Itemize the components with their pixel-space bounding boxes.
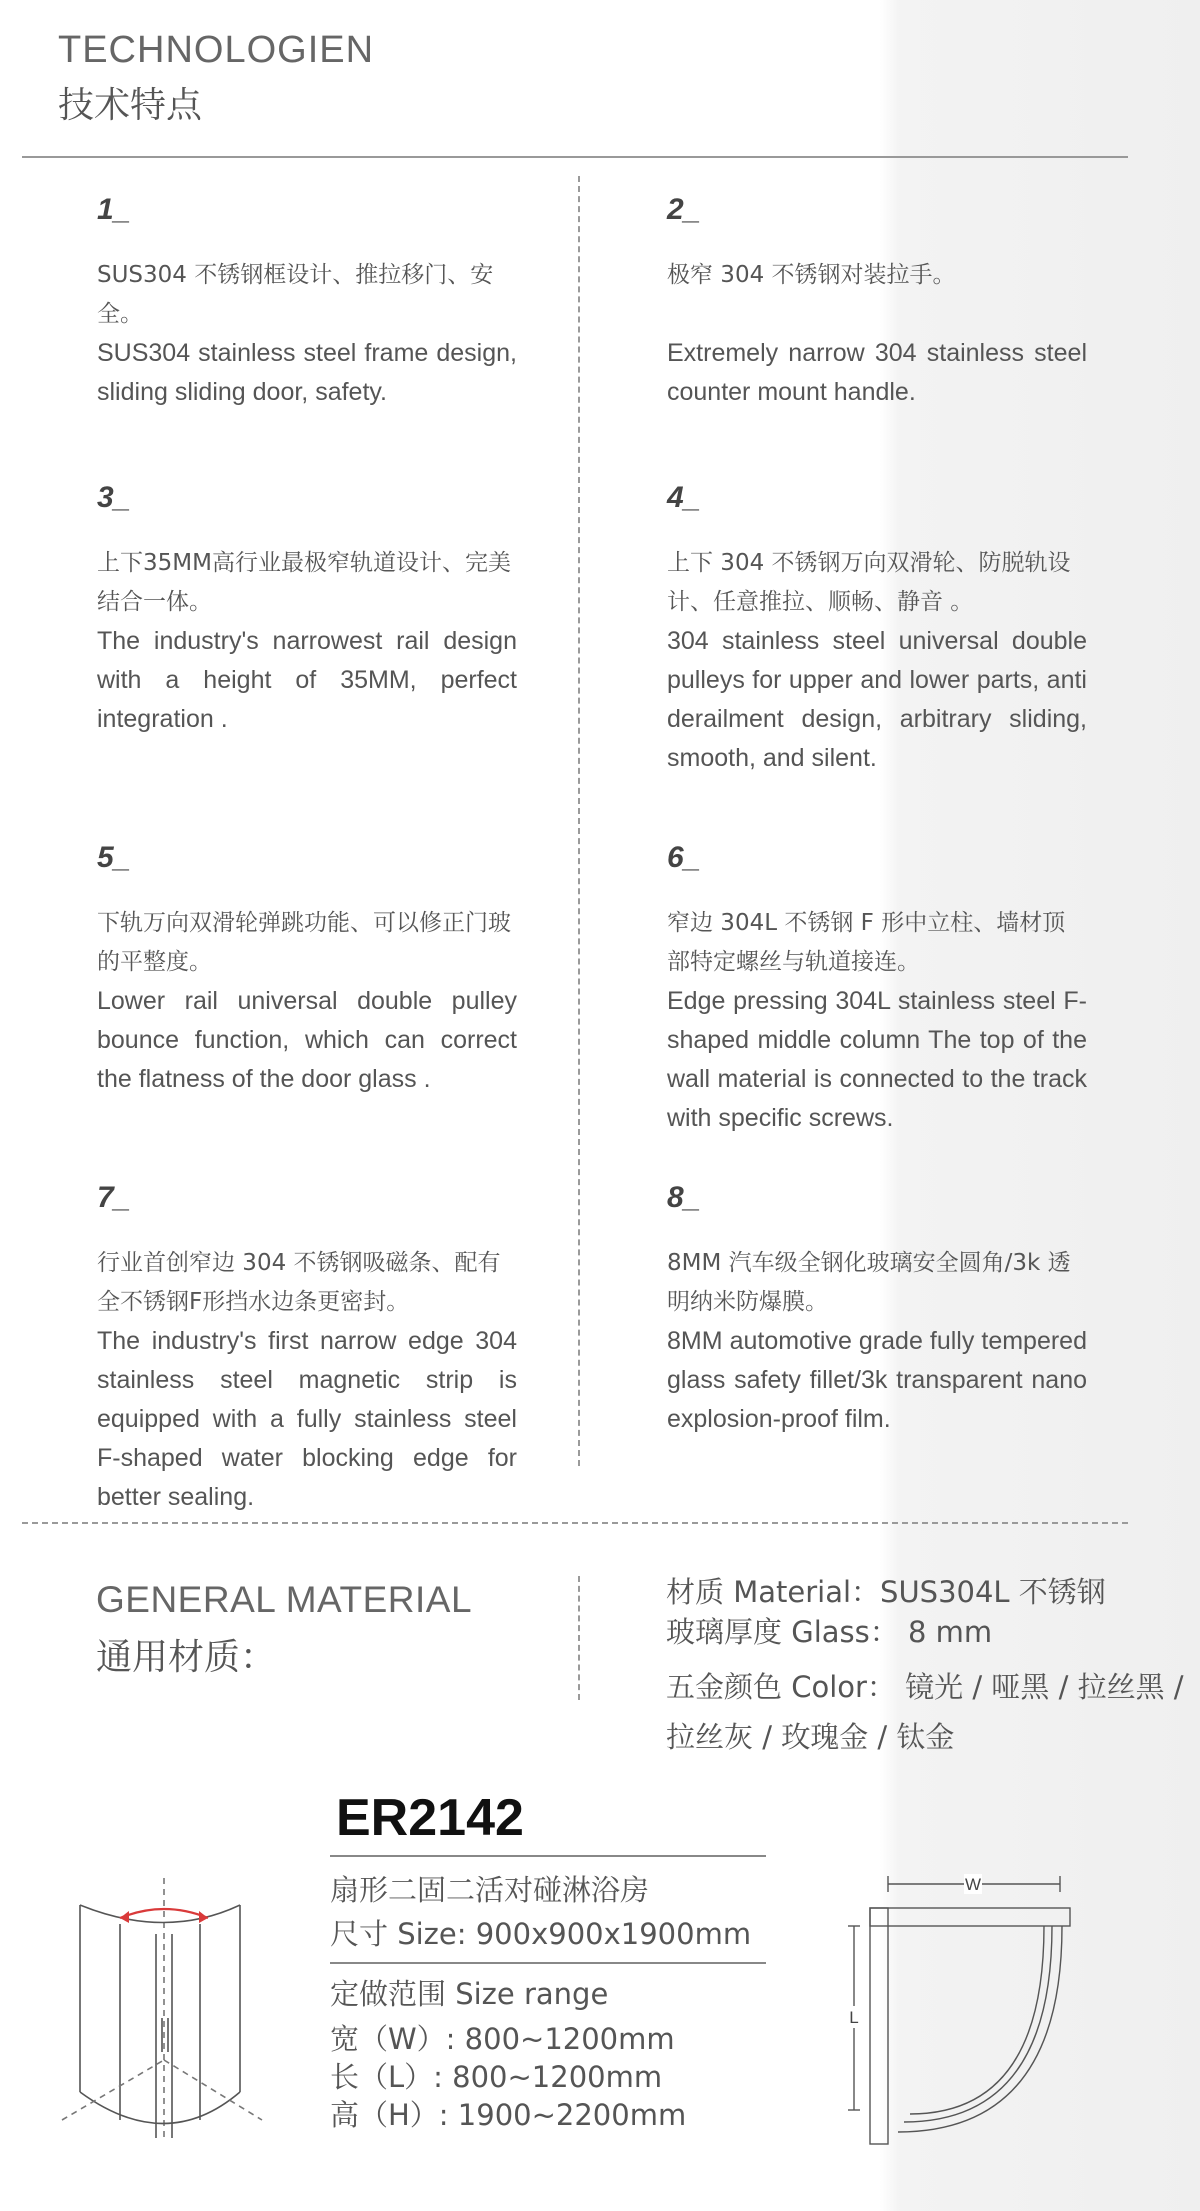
feature-number: 3_ bbox=[97, 481, 131, 514]
feature-number: 8_ bbox=[667, 1181, 701, 1214]
length-label: L bbox=[849, 2008, 859, 2027]
feature-text-cn: 极窄 304 不锈钢对装拉手。 bbox=[667, 262, 956, 288]
section-title-en: TECHNOLOGIEN bbox=[58, 29, 375, 71]
size-height: 高（H）: 1900~2200mm bbox=[330, 2098, 687, 2132]
size-length: 长（L）: 800~1200mm bbox=[330, 2060, 663, 2094]
material-line: 材质 Material：SUS304L 不锈钢 bbox=[666, 1575, 1106, 1609]
section-header bbox=[58, 24, 374, 136]
feature-text-en: SUS304 stainless steel frame design, sliding sliding door, safety. bbox=[97, 339, 517, 406]
size-range-title: 定做范围 Size range bbox=[330, 1977, 609, 2011]
section-title-cn: 技术特点 bbox=[58, 85, 203, 126]
spacer bbox=[666, 1652, 1196, 1662]
feature-8 bbox=[667, 1180, 1087, 1439]
header-divider bbox=[22, 156, 1128, 158]
feature-text-en: Lower rail universal double pulley bounce function, which can correct the flatness of the door glass . bbox=[97, 987, 517, 1093]
feature-text-cn: 下轨万向双滑轮弹跳功能、可以修正门玻的平整度。 bbox=[97, 910, 511, 975]
material-divider bbox=[578, 1576, 580, 1700]
feature-text-en: The industry's narrowest rail design with a height of 35MM, perfect integration . bbox=[97, 627, 517, 733]
feature-text-en: Edge pressing 304L stainless steel F-shaped middle column The top of the wall material is connected to the track with specific screws. bbox=[667, 987, 1087, 1132]
feature-text-cn: 8MM 汽车级全钢化玻璃安全圆角/3k 透明纳米防爆膜。 bbox=[667, 1250, 1071, 1315]
feature-6 bbox=[667, 840, 1087, 1138]
section-divider bbox=[22, 1522, 1128, 1524]
feature-number: 5_ bbox=[97, 841, 131, 874]
glass-line: 玻璃厚度 Glass： 8 mm bbox=[666, 1615, 993, 1649]
general-material-title bbox=[96, 1572, 472, 1688]
product-rule bbox=[330, 1962, 766, 1964]
feature-number: 4_ bbox=[667, 481, 701, 514]
feature-3 bbox=[97, 480, 517, 739]
product-rule bbox=[330, 1855, 766, 1857]
feature-4 bbox=[667, 480, 1087, 778]
column-divider bbox=[578, 176, 580, 1466]
feature-text-en: 304 stainless steel universal double pulleys for upper and lower parts, anti derailment design, arbitrary sliding, smooth, and silent. bbox=[667, 627, 1087, 772]
shower-plan-diagram bbox=[840, 1870, 1100, 2150]
feature-text-en: The industry's first narrow edge 304 stainless steel magnetic strip is equipped with a fully stainless steel F-shaped water blocking edge for better sealing. bbox=[97, 1327, 517, 1511]
shower-perspective-diagram bbox=[58, 1870, 268, 2150]
feature-2 bbox=[667, 192, 1087, 412]
feature-text-cn: 上下 304 不锈钢万向双滑轮、防脱轨设计、任意推拉、顺畅、静音 。 bbox=[667, 550, 1071, 615]
feature-text-cn: SUS304 不锈钢框设计、推拉移门、安全。 bbox=[97, 262, 494, 327]
feature-1 bbox=[97, 192, 517, 412]
color-line-2: 拉丝灰 / 玫瑰金 / 钛金 bbox=[666, 1720, 955, 1754]
feature-7 bbox=[97, 1180, 517, 1517]
general-material-specs bbox=[666, 1572, 1196, 1762]
spacer bbox=[667, 295, 1087, 334]
feature-text-cn: 窄边 304L 不锈钢 F 形中立柱、墙材顶部特定螺丝与轨道接连。 bbox=[667, 910, 1066, 975]
feature-text-en: 8MM automotive grade fully tempered glass safety fillet/3k transparent nano explosion-proof film. bbox=[667, 1327, 1087, 1433]
general-material-title-en: GENERAL MATERIAL bbox=[96, 1579, 473, 1620]
width-label: W bbox=[964, 1875, 982, 1894]
product-name: 扇形二固二活对碰淋浴房 bbox=[330, 1873, 650, 1907]
feature-number: 6_ bbox=[667, 841, 701, 874]
feature-number: 7_ bbox=[97, 1181, 131, 1214]
feature-text-en: Extremely narrow 304 stainless steel counter mount handle. bbox=[667, 339, 1087, 406]
product-size: 尺寸 Size: 900x900x1900mm bbox=[330, 1917, 752, 1951]
feature-text-cn: 行业首创窄边 304 不锈钢吸磁条、配有全不锈钢F形挡水边条更密封。 bbox=[97, 1250, 501, 1315]
color-line-1: 五金颜色 Color： 镜光 / 哑黑 / 拉丝黑 / bbox=[666, 1670, 1184, 1704]
feature-number: 1_ bbox=[97, 193, 131, 226]
general-material-title-cn: 通用材质： bbox=[96, 1637, 277, 1678]
feature-text-cn: 上下35MM高行业最极窄轨道设计、完美结合一体。 bbox=[97, 550, 511, 615]
feature-number: 2_ bbox=[667, 193, 701, 226]
product-code: ER2142 bbox=[336, 1789, 524, 1847]
size-width: 宽（W）: 800~1200mm bbox=[330, 2022, 675, 2056]
feature-5 bbox=[97, 840, 517, 1099]
